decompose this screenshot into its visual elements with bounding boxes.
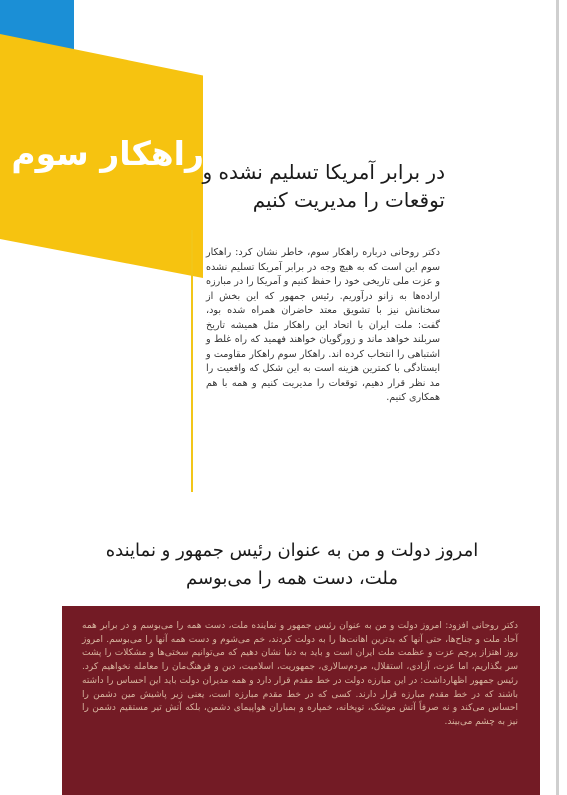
pull-quote-line-1: امروز دولت و من به عنوان رئیس جمهور و نماینده [105,540,479,561]
yellow-divider-line [191,230,193,492]
page-edge [556,0,559,795]
pull-quote-line-2: ملت، دست همه را می‌بوسم [185,568,398,589]
headline-line-2: توقعات را مدیریت کنیم [252,188,445,212]
headline-line-1: در برابر آمریکا تسلیم نشده و [202,160,445,184]
intro-paragraph: دکتر روحانی درباره راهکار سوم، خاطر نشان کرد: راهکار سوم این است که به هیچ وجه در برابر آمریکا تسلیم نشده و عزت ملی تاریخی خود را حفظ کنیم و آمریکا را در مبارزه اراده‌ها به زانو درآوریم. رئیس جمهور که این بخش از سخنانش نیز با تشویق معتد حاضران همراه شده بود، گفت: ملت ایران با اتحاد این راهکار مثل همیشه تاریخ سربلند خواهد ماند و زورگویان خواهند فهمید که راه غلط و اشتباهی را انتخاب کرده اند. راهکار سوم راهکار مقاومت و ایستادگی با کمترین هزینه است به این شکل که واقعیت را مد نظر قرار دهیم، توقعات را مدیریت کنیم و همه با هم همکاری کنیم. [206,247,440,403]
box-paragraph: دکتر روحانی افزود: امروز دولت و من به عنوان رئیس جمهور و نماینده ملت، دست همه را می‌بوسم و در برابر همه آحاد ملت و جناح‌ها، حتی آنها که بدترین اهانت‌ها را به دولت کردند، خم می‌شوم و دست همه آنها را می‌بوسم. امروز روز اهتزاز پرچم عزت و عظمت ملت ایران است و باید به دنیا نشان دهیم که می‌توانیم سختی‌ها و مشکلات را پشت سر بگذاریم، اما عزت، آزادی، استقلال، مردم‌سالاری، جمهوریت، اسلامیت، دین و فرهنگ‌مان را معامله نخواهیم کرد. رئیس جمهور اظهارداشت: در این مبارزه دولت در خط مقدم قرار دارد و همه مدیران دولت باید این احساس را داشته باشند که در خط مقدم مبارزه قرار دارند. کسی که در خط مقدم مبارزه است، یعنی زیر پاشیش مین دشمن را احساس می‌کند و نه صرفاً آتش موشک، توپخانه، خمپاره و بمباران هواپیمای دشمن، بلکه آتش تیر مستقیم دشمن را نیز به چشم می‌بیند. [82,621,518,727]
section-title: راهکار سوم [11,134,204,173]
